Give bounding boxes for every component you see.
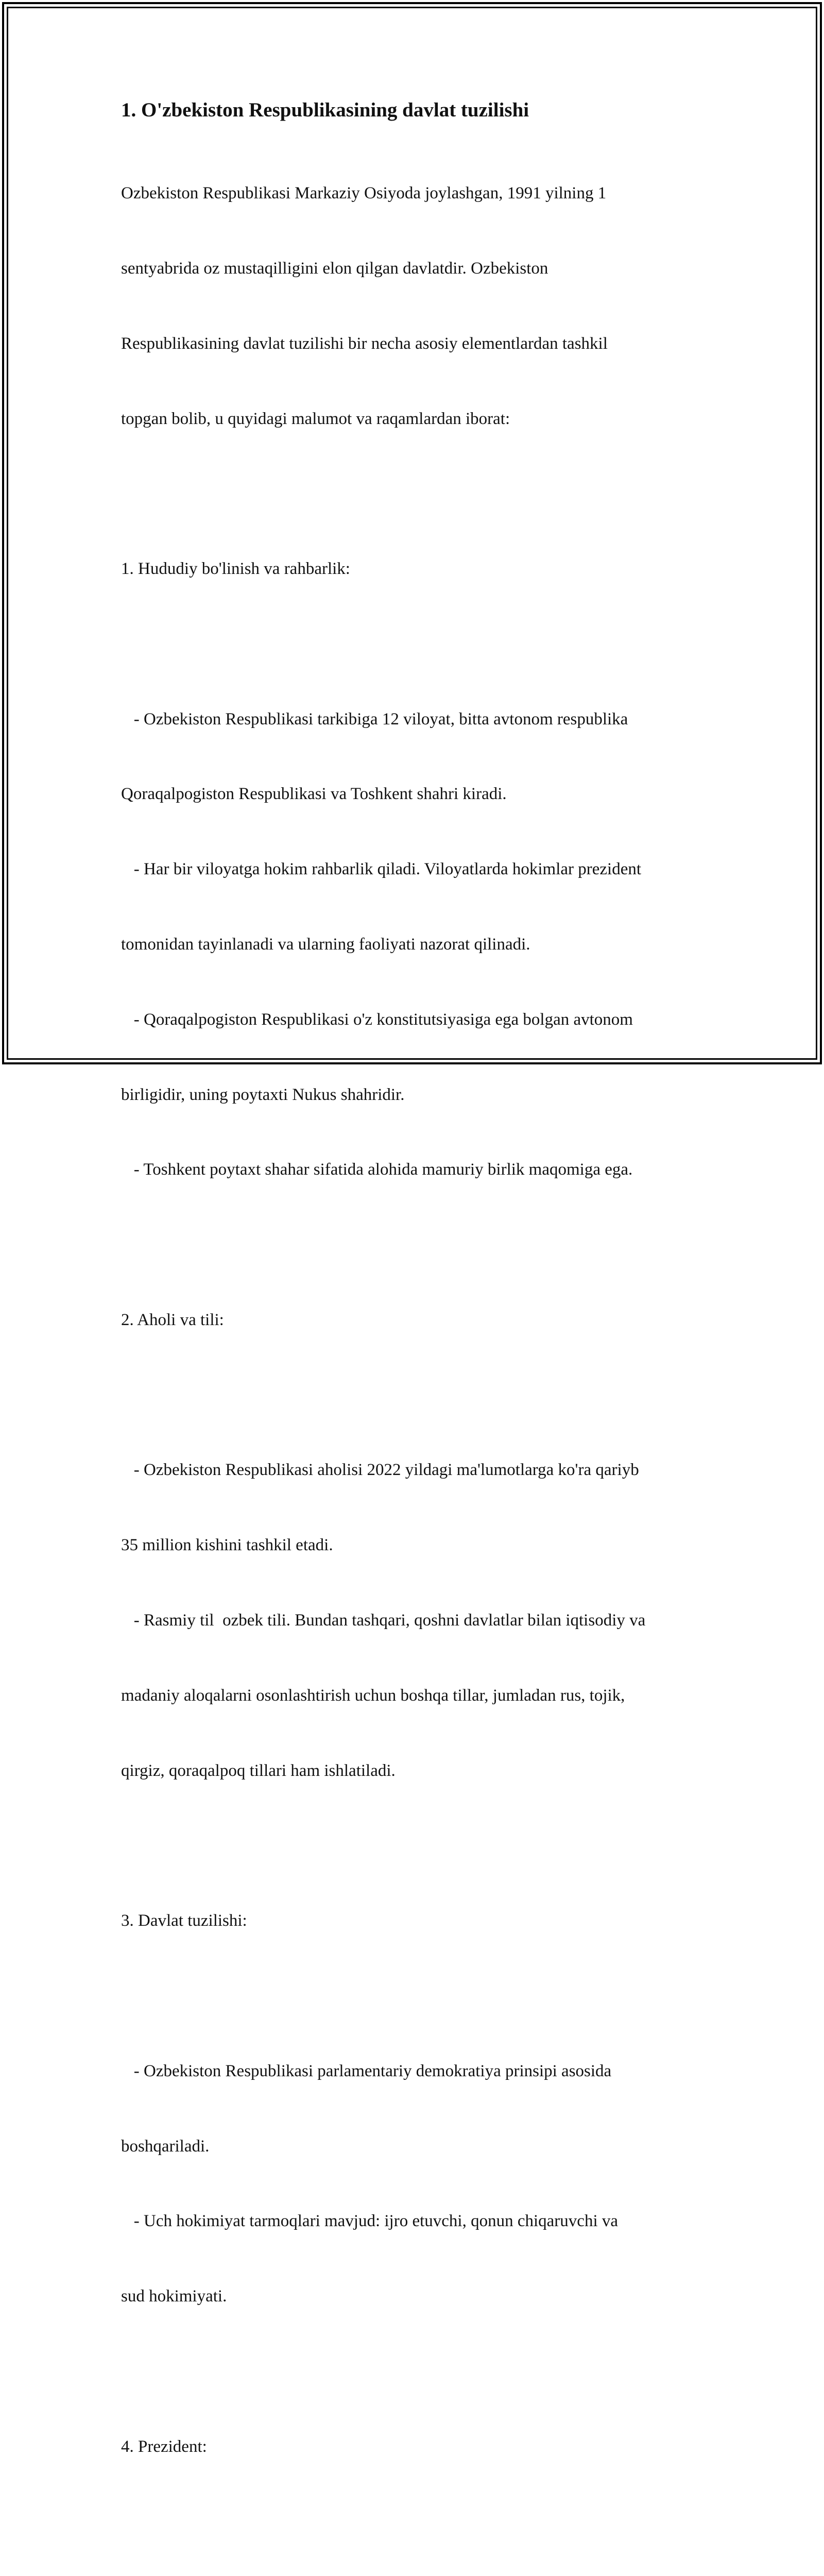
text-line: Qoraqalpogiston Respublikasi va Toshkent shahri kiradi. — [121, 785, 507, 804]
blank-line — [121, 1984, 713, 2009]
text-line: qirgiz, qoraqalpoq tillari ham ishlatiladi. — [121, 1761, 396, 1780]
text-line: 35 million kishini tashkil etadi. — [121, 1536, 333, 1555]
text-line: madaniy aloqalarni osonlashtirish uchun boshqa tillar, jumladan rus, tojik, — [121, 1686, 625, 1705]
blank-line — [121, 2509, 713, 2534]
list-item: - Uch hokimiyat tarmoqlari mavjud: ijro etuvchi, qonun chiqaruvchi va — [121, 2212, 619, 2231]
document-title: 1. O'zbekiston Respublikasining davlat tuzilishi — [121, 99, 529, 121]
text-line: tomonidan tayinlanadi va ularning faoliyati nazorat qilinadi. — [121, 935, 530, 954]
blank-line — [121, 481, 713, 506]
document-text — [121, 131, 713, 2576]
list-item: - Qoraqalpogiston Respublikasi o'z konstitutsiyasiga ega bolgan avtonom — [121, 1010, 633, 1029]
text-line: Respublikasining davlat tuzilishi bir necha asosiy elementlardan tashkil — [121, 334, 608, 353]
blank-line — [121, 2359, 713, 2384]
text-line: topgan bolib, u quyidagi malumot va raqamlardan iborat: — [121, 409, 510, 428]
list-item: - Ozbekiston Respublikasi tarkibiga 12 viloyat, bitta avtonom respublika — [121, 709, 628, 728]
text-line: sentyabrida oz mustaqilligini elon qilgan davlatdir. Ozbekiston — [121, 259, 548, 278]
section-heading-2: 2. Aholi va tili: — [121, 1310, 224, 1329]
list-item: - Har bir viloyatga hokim rahbarlik qiladi. Viloyatlarda hokimlar prezident — [121, 860, 642, 879]
blank-line — [121, 1833, 713, 1858]
list-item: - Ozbekiston Respublikasi parlamentariy demokratiya prinsipi asosida — [121, 2061, 612, 2080]
text-line: birligidir, uning poytaxti Nukus shahridir. — [121, 1085, 405, 1104]
blank-line — [121, 1232, 713, 1258]
section-heading-4: 4. Prezident: — [121, 2437, 207, 2456]
text-line: Ozbekiston Respublikasi Markaziy Osiyoda joylashgan, 1991 yilning 1 — [121, 184, 607, 203]
list-item: - Rasmiy til ozbek tili. Bundan tashqari, qoshni davlatlar bilan iqtisodiy va — [121, 1611, 646, 1630]
section-heading-3: 3. Davlat tuzilishi: — [121, 1911, 247, 1930]
blank-line — [121, 1383, 713, 1408]
list-item: - Toshkent poytaxt shahar sifatida alohida mamuriy birlik maqomiga ega. — [121, 1160, 633, 1179]
blank-line — [121, 632, 713, 657]
list-item: - Ozbekiston Respublikasi aholisi 2022 yildagi ma'lumotlarga ko'ra qariyb — [121, 1461, 639, 1480]
text-line: boshqariladi. — [121, 2137, 210, 2156]
section-heading-1: 1. Hududiy bo'linish va rahbarlik: — [121, 560, 350, 579]
text-line: sud hokimiyati. — [121, 2287, 227, 2306]
document-body — [121, 96, 713, 2576]
